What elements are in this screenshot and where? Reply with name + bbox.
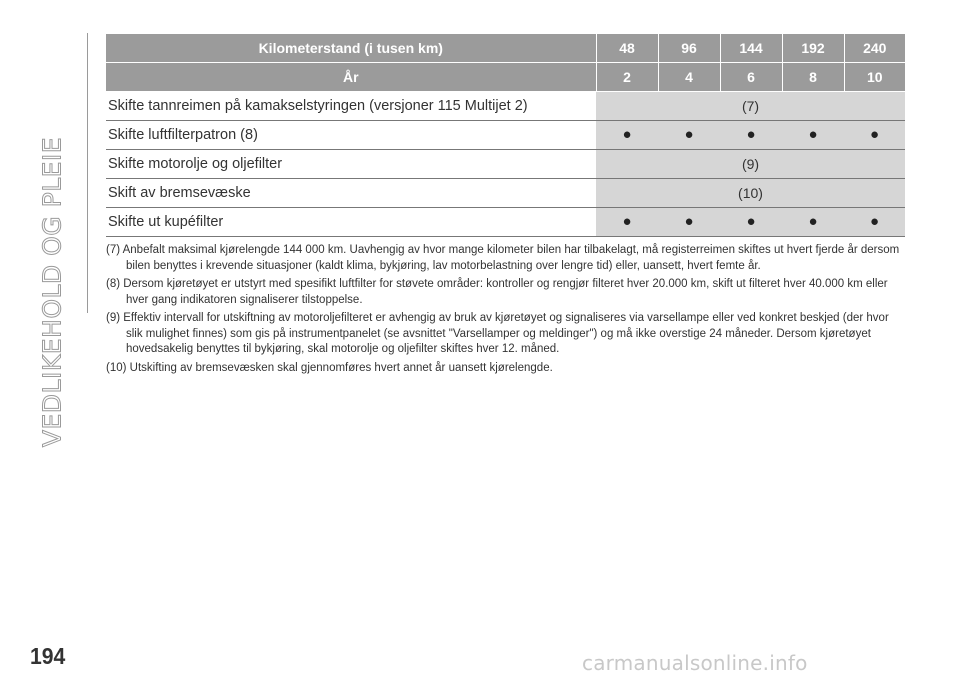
interval-mark: ●: [782, 121, 844, 150]
interval-mark: ●: [720, 121, 782, 150]
watermark: carmanualsonline.info: [582, 651, 808, 675]
table-row: [106, 150, 905, 179]
footnotes: [106, 243, 906, 379]
footnote: (7) Anbefalt maksimal kjørelengde 144 000 km. Uavhengig av hvor mange kilometer bilen har tilbakelagt, må registerreimen skiftes ut hvert fjerde år dersom bilen benyttes i krevende situasjoner (kaldt klima, bykjøring, lav motorbelastning over lengre tid) eller, uansett, hvert femte år.: [106, 244, 900, 272]
maintenance-schedule-table: [106, 34, 905, 237]
header-year-value: 2: [596, 63, 658, 92]
interval-note: (9): [596, 150, 905, 179]
task-label: Skifte ut kupéfilter: [106, 208, 596, 237]
footnote: (10) Utskifting av bremsevæsken skal gjennomføres hvert annet år uansett kjørelengde.: [106, 361, 553, 374]
header-km-value: 240: [844, 34, 905, 63]
header-km-label: Kilometerstand (i tusen km): [106, 34, 596, 63]
task-label: Skift av bremsevæske: [106, 179, 596, 208]
header-km-value: 192: [782, 34, 844, 63]
header-row-km: [106, 34, 905, 63]
table-row: [106, 92, 905, 121]
section-divider: [87, 33, 88, 313]
interval-mark: ●: [720, 208, 782, 237]
header-year-value: 4: [658, 63, 720, 92]
interval-mark: ●: [844, 208, 905, 237]
interval-mark: ●: [658, 121, 720, 150]
interval-mark: ●: [596, 208, 658, 237]
interval-note: (10): [596, 179, 905, 208]
interval-mark: ●: [596, 121, 658, 150]
interval-note: (7): [596, 92, 905, 121]
header-year-value: 10: [844, 63, 905, 92]
footnote: (9) Effektiv intervall for utskiftning av motoroljefilteret er avhengig av bruk av kjøretøyet og signaliseres via varsellampe eller ved konkret beskjed (der hvor slik mulighet finnes) som gis på instrumentpanelet (se avsnittet "Varsellamper og meldinger") og må ikke overstige 24 måneder. Dersom kjøretøyet hovedsakelig benyttes til bykjøring, skal motorolje og oljefilter skiftes hver 12. måned.: [106, 312, 889, 355]
header-year-value: 8: [782, 63, 844, 92]
task-label: Skifte tannreimen på kamakselstyringen (versjoner 115 Multijet 2): [106, 92, 596, 121]
header-row-year: [106, 63, 905, 92]
table-row: [106, 208, 905, 237]
task-label: Skifte luftfilterpatron (8): [106, 121, 596, 150]
table-row: [106, 179, 905, 208]
header-km-value: 96: [658, 34, 720, 63]
footnote: (8) Dersom kjøretøyet er utstyrt med spesifikt luftfilter for støvete områder: kontroller og rengjør filteret hver 20.000 km, skift ut filteret hver 40.000 km eller hver gang indikatoren signaliserer tilstoppelse.: [106, 278, 888, 306]
header-km-value: 144: [720, 34, 782, 63]
interval-mark: ●: [658, 208, 720, 237]
table-row: [106, 121, 905, 150]
interval-mark: ●: [844, 121, 905, 150]
task-label: Skifte motorolje og oljefilter: [106, 150, 596, 179]
header-km-value: 48: [596, 34, 658, 63]
page-number: 194: [30, 643, 66, 669]
header-year-label: År: [106, 63, 596, 92]
header-year-value: 6: [720, 63, 782, 92]
interval-mark: ●: [782, 208, 844, 237]
section-title-text: VEDLIKEHOLD OG PLEIE: [37, 136, 67, 448]
